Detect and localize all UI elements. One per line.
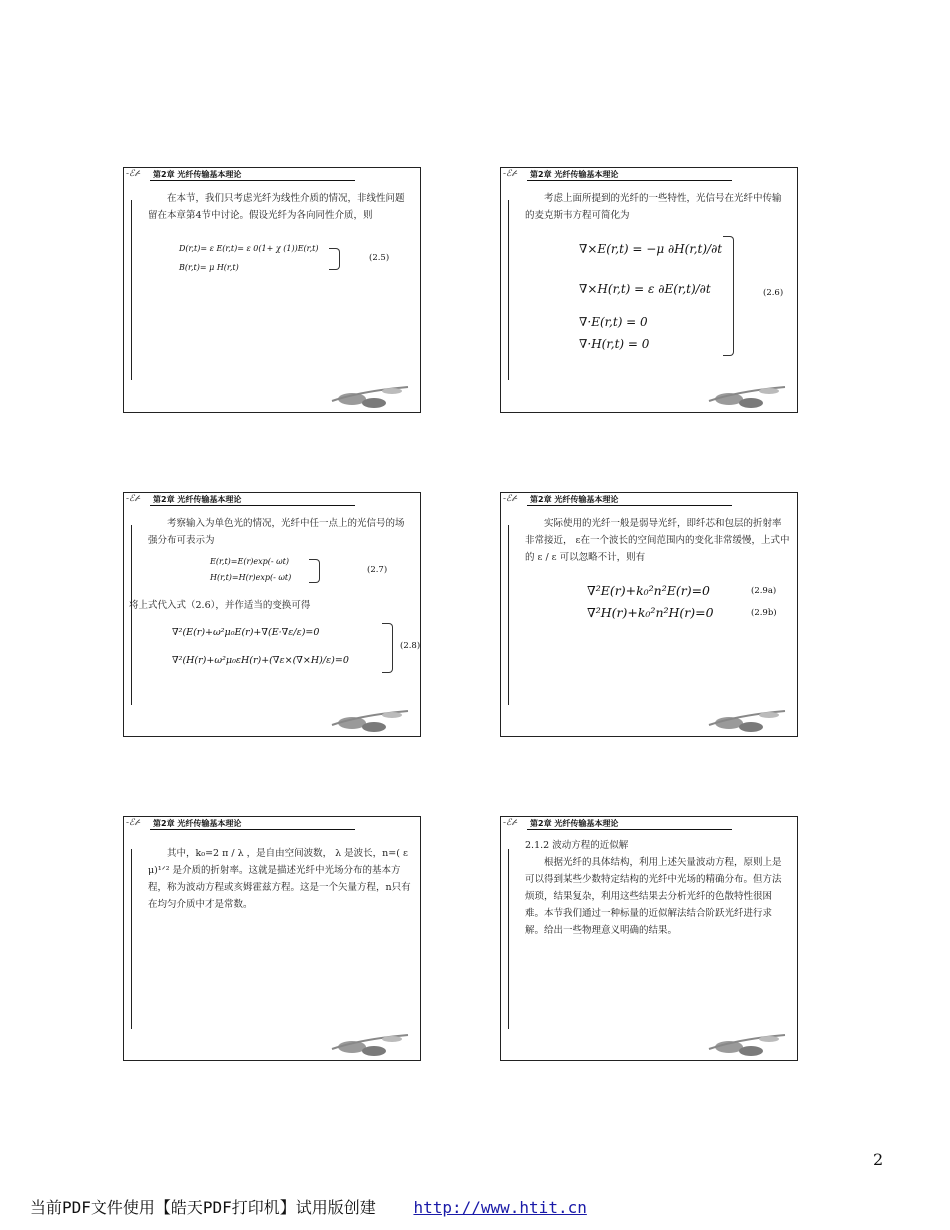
slide-header [501, 817, 736, 831]
equation-number: (2.5) [369, 253, 390, 263]
slide-text: 在本节，我们只考虑光纤为线性介质的情况，非线性问题留在本章第4节中讨论。假设光纤为各向同性介质，则 [148, 193, 405, 221]
equation: E(r,t)=E(r)exp(- ωt) [210, 557, 289, 566]
equation-brace [329, 248, 340, 270]
slide-text: 其中，k₀=2 π / λ ，是自由空间波数， λ 是波长，n=( ε μ)¹ᐟ² 是介质的折射率。这就是描述光纤中光场分布的基本方程，称为波动方程或亥姆霍兹方程。这是一个矢量方程，n只有在均匀介质中才是常数。 [148, 848, 411, 910]
equation-brace [309, 559, 320, 583]
slide-header [124, 817, 359, 831]
equation: ∇²(H(r)+ω²μ₀εH(r)+(∇ε×(∇×H)/ε)=0 [172, 655, 349, 666]
equation: ∇·E(r,t) = 0 [579, 315, 648, 329]
left-bar [508, 849, 509, 1029]
equation: D(r,t)= ε E(r,t)= ε 0(1+ χ (1))E(r,t) [179, 244, 319, 253]
equation-number: (2.6) [763, 288, 784, 298]
chapter-logo: -ℰ𝓉- [126, 494, 141, 504]
footer-link[interactable]: http://www.htit.cn [413, 1198, 587, 1217]
slide-body [148, 515, 413, 549]
left-bar [131, 525, 132, 705]
slide-header-title: 第2章 光纤传输基本理论 [153, 819, 242, 828]
left-bar [508, 525, 509, 705]
equation-number: (2.9b) [751, 608, 777, 618]
header-rule [150, 829, 355, 830]
leaf-decoration-icon [699, 707, 789, 733]
slide-4 [500, 492, 798, 737]
slide-text: 根据光纤的具体结构，利用上述矢量波动方程，原则上是可以得到某些少数特定结构的光纤中光场的精确分布。但方法烦琐，结果复杂，利用这些结果去分析光纤的色散特性很困难。本节我们通过一种标量的近似解法结合阶跃光纤进行求解。给出一些物理意义明确的结果。 [525, 857, 782, 936]
slide-body [148, 190, 413, 224]
slide-header [501, 493, 736, 507]
equation: ∇×H(r,t) = ε ∂E(r,t)/∂t [579, 282, 711, 296]
slide-header-title: 第2章 光纤传输基本理论 [153, 170, 242, 179]
slide-6 [500, 816, 798, 1061]
slide-1 [123, 167, 421, 413]
slide-body [525, 190, 790, 224]
slide-text: 实际使用的光纤一般是弱导光纤，即纤芯和包层的折射率非常接近， ε在一个波长的空间范围内的变化非常缓慢，上式中的 ε / ε 可以忽略不计，则有 [525, 518, 790, 563]
chapter-logo: -ℰ𝓉- [126, 169, 141, 179]
leaf-decoration-icon [322, 383, 412, 409]
leaf-decoration-icon [322, 707, 412, 733]
left-bar [131, 200, 132, 380]
leaf-decoration-icon [322, 1031, 412, 1057]
chapter-logo: -ℰ𝓉- [503, 494, 518, 504]
slide-body [148, 845, 413, 913]
equation: H(r,t)=H(r)exp(- ωt) [210, 573, 292, 582]
header-rule [527, 829, 732, 830]
slide-2 [500, 167, 798, 413]
footer-banner [30, 1195, 587, 1218]
chapter-logo: -ℰ𝓉- [126, 818, 141, 828]
slide-body [525, 837, 790, 939]
slide-5 [123, 816, 421, 1061]
header-rule [150, 505, 355, 506]
header-rule [150, 180, 355, 181]
equation: ∇²E(r)+k₀²n²E(r)=0 [587, 583, 711, 598]
slide-header-title: 第2章 光纤传输基本理论 [530, 495, 619, 504]
equation: ∇×E(r,t) = −μ ∂H(r,t)/∂t [579, 242, 723, 256]
header-rule [527, 505, 732, 506]
equation-number: (2.7) [367, 565, 388, 575]
chapter-logo: -ℰ𝓉- [503, 818, 518, 828]
section-subtitle: 2.1.2 波动方程的近似解 [525, 840, 629, 851]
slide-3 [123, 492, 421, 737]
slide-body [525, 515, 790, 566]
header-rule [527, 180, 732, 181]
slide-header [124, 168, 359, 182]
slide-header-title: 第2章 光纤传输基本理论 [153, 495, 242, 504]
equation: B(r,t)= μ H(r,t) [179, 263, 239, 272]
equation-number: (2.9a) [751, 586, 777, 596]
left-bar [131, 849, 132, 1029]
equation: ∇²(E(r)+ω²μ₀E(r)+∇(E·∇ε/ε)=0 [172, 627, 320, 638]
footer-text: 当前PDF文件使用【皓天PDF打印机】试用版创建 [30, 1198, 376, 1217]
equation: ∇·H(r,t) = 0 [579, 337, 650, 351]
slide-text: 将上式代入式（2.6），并作适当的变换可得 [129, 600, 311, 611]
slide-header-title: 第2章 光纤传输基本理论 [530, 819, 619, 828]
slide-text: 考察输入为单色光的情况，光纤中任一点上的光信号的场强分布可表示为 [148, 518, 405, 546]
equation-brace [382, 623, 393, 673]
slide-text: 考虑上面所提到的光纤的一些特性，光信号在光纤中传输的麦克斯韦方程可简化为 [525, 193, 782, 221]
leaf-decoration-icon [699, 1031, 789, 1057]
equation-brace [723, 236, 734, 356]
equation: ∇²H(r)+k₀²n²H(r)=0 [587, 605, 714, 620]
page-number: 2 [873, 1150, 884, 1169]
left-bar [508, 200, 509, 380]
leaf-decoration-icon [699, 383, 789, 409]
slide-header [124, 493, 359, 507]
chapter-logo: -ℰ𝓉- [503, 169, 518, 179]
slide-header [501, 168, 736, 182]
equation-number: (2.8) [400, 641, 421, 651]
slide-header-title: 第2章 光纤传输基本理论 [530, 170, 619, 179]
